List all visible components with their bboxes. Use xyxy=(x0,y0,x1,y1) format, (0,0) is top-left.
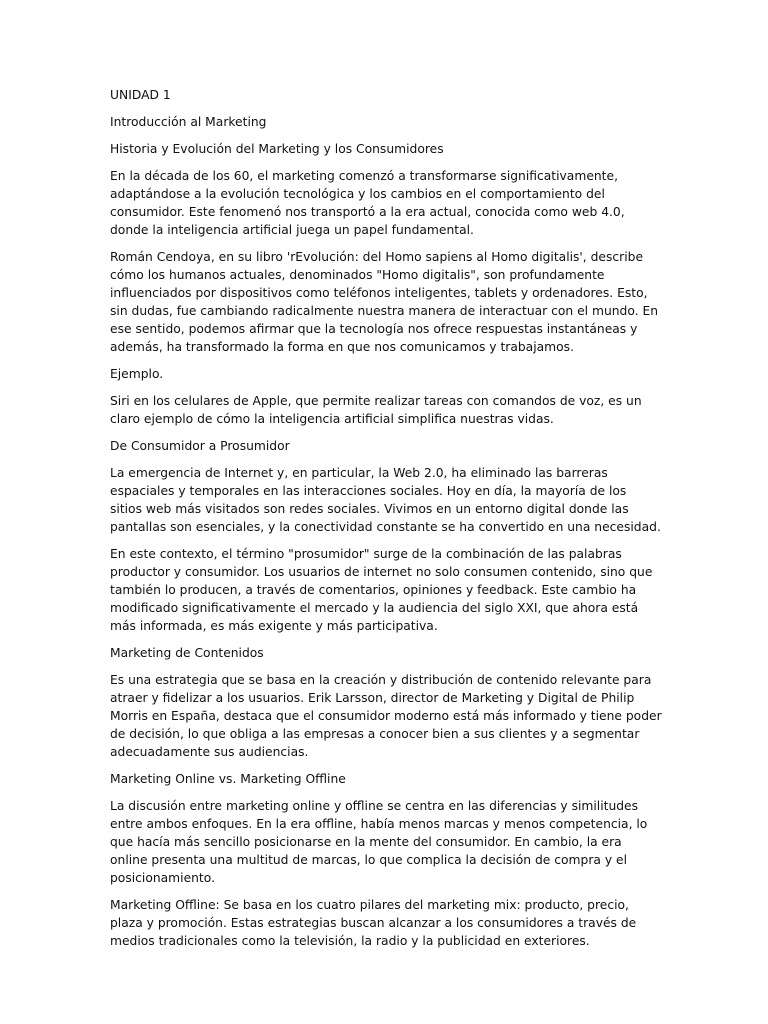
paragraph-online-offline: La discusión entre marketing online y offline se centra en las diferencias y similitudes entre ambos enfoques. En la era offline, había menos marcas y menos competencia, lo que hacía más sencillo posicionarse en la mente del consumidor. En cambio, la era online presenta una multitud de marcas, lo que complica la decisión de compra y el posicionamiento. xyxy=(110,799,648,885)
document-page xyxy=(110,86,662,959)
paragraph-prosumer: En este contexto, el término "prosumidor" surge de la combinación de las palabras productor y consumidor. Los usuarios de internet no solo consumen contenido, sino que también lo producen, a través de comentarios, opiniones y feedback. Este cambio ha modificado significativamente el mercado y la audiencia del siglo XXI, que ahora está más informada, es más exigente y más participativa. xyxy=(110,547,653,633)
section-heading-content-marketing: Marketing de Contenidos xyxy=(110,646,264,660)
example-label: Ejemplo. xyxy=(110,367,164,381)
unit-heading: UNIDAD 1 xyxy=(110,88,171,102)
paragraph-evolution: En la década de los 60, el marketing comenzó a transformarse significativamente, adaptándose a la evolución tecnológica y los cambios en el comportamiento del consumidor. Este fenomenó nos transportó a la era actual, conocida como web 4.0, donde la inteligencia artificial juega un papel fundamental. xyxy=(110,169,625,237)
paragraph-cendoya: Román Cendoya, en su libro 'rEvolución: del Homo sapiens al Homo digitalis', describe cómo los humanos actuales, denominados "Homo digitalis", son profundamente influenciados por dispositivos como teléfonos inteligentes, tablets y ordenadores. Esto, sin dudas, fue cambiando radicalmente nuestra manera de interactuar con el mundo. En ese sentido, podemos afirmar que la tecnología nos ofrece respuestas instantáneas y además, ha transformado la forma en que nos comunicamos y trabajamos. xyxy=(110,250,659,354)
section-heading-prosumer: De Consumidor a Prosumidor xyxy=(110,439,290,453)
paragraph-content-marketing: Es una estrategia que se basa en la creación y distribución de contenido relevante para atraer y fidelizar a los usuarios. Erik Larsson, director de Marketing y Digital de Philip Morris en España, destaca que el consumidor moderno está más informado y tiene poder de decisión, lo que obliga a las empresas a conocer bien a sus clientes y a segmentar adecuadamente sus audiencias. xyxy=(110,673,662,759)
section-heading-history: Historia y Evolución del Marketing y los Consumidores xyxy=(110,142,444,156)
topic-heading: Introducción al Marketing xyxy=(110,115,267,129)
paragraph-internet: La emergencia de Internet y, en particular, la Web 2.0, ha eliminado las barreras espaciales y temporales en las interacciones sociales. Hoy en día, la mayoría de los sitios web más visitados son redes sociales. Vivimos en un entorno digital donde las pantallas son esenciales, y la conectividad constante se ha convertido en una necesidad. xyxy=(110,466,661,534)
section-heading-online-offline: Marketing Online vs. Marketing Offline xyxy=(110,772,346,786)
paragraph-siri-example: Siri en los celulares de Apple, que permite realizar tareas con comandos de voz, es un claro ejemplo de cómo la inteligencia artificial simplifica nuestras vidas. xyxy=(110,394,642,426)
paragraph-offline-marketing: Marketing Offline: Se basa en los cuatro pilares del marketing mix: producto, precio, plaza y promoción. Estas estrategias buscan alcanzar a los consumidores a través de medios tradicionales como la televisión, la radio y la publicidad en exteriores. xyxy=(110,898,637,948)
